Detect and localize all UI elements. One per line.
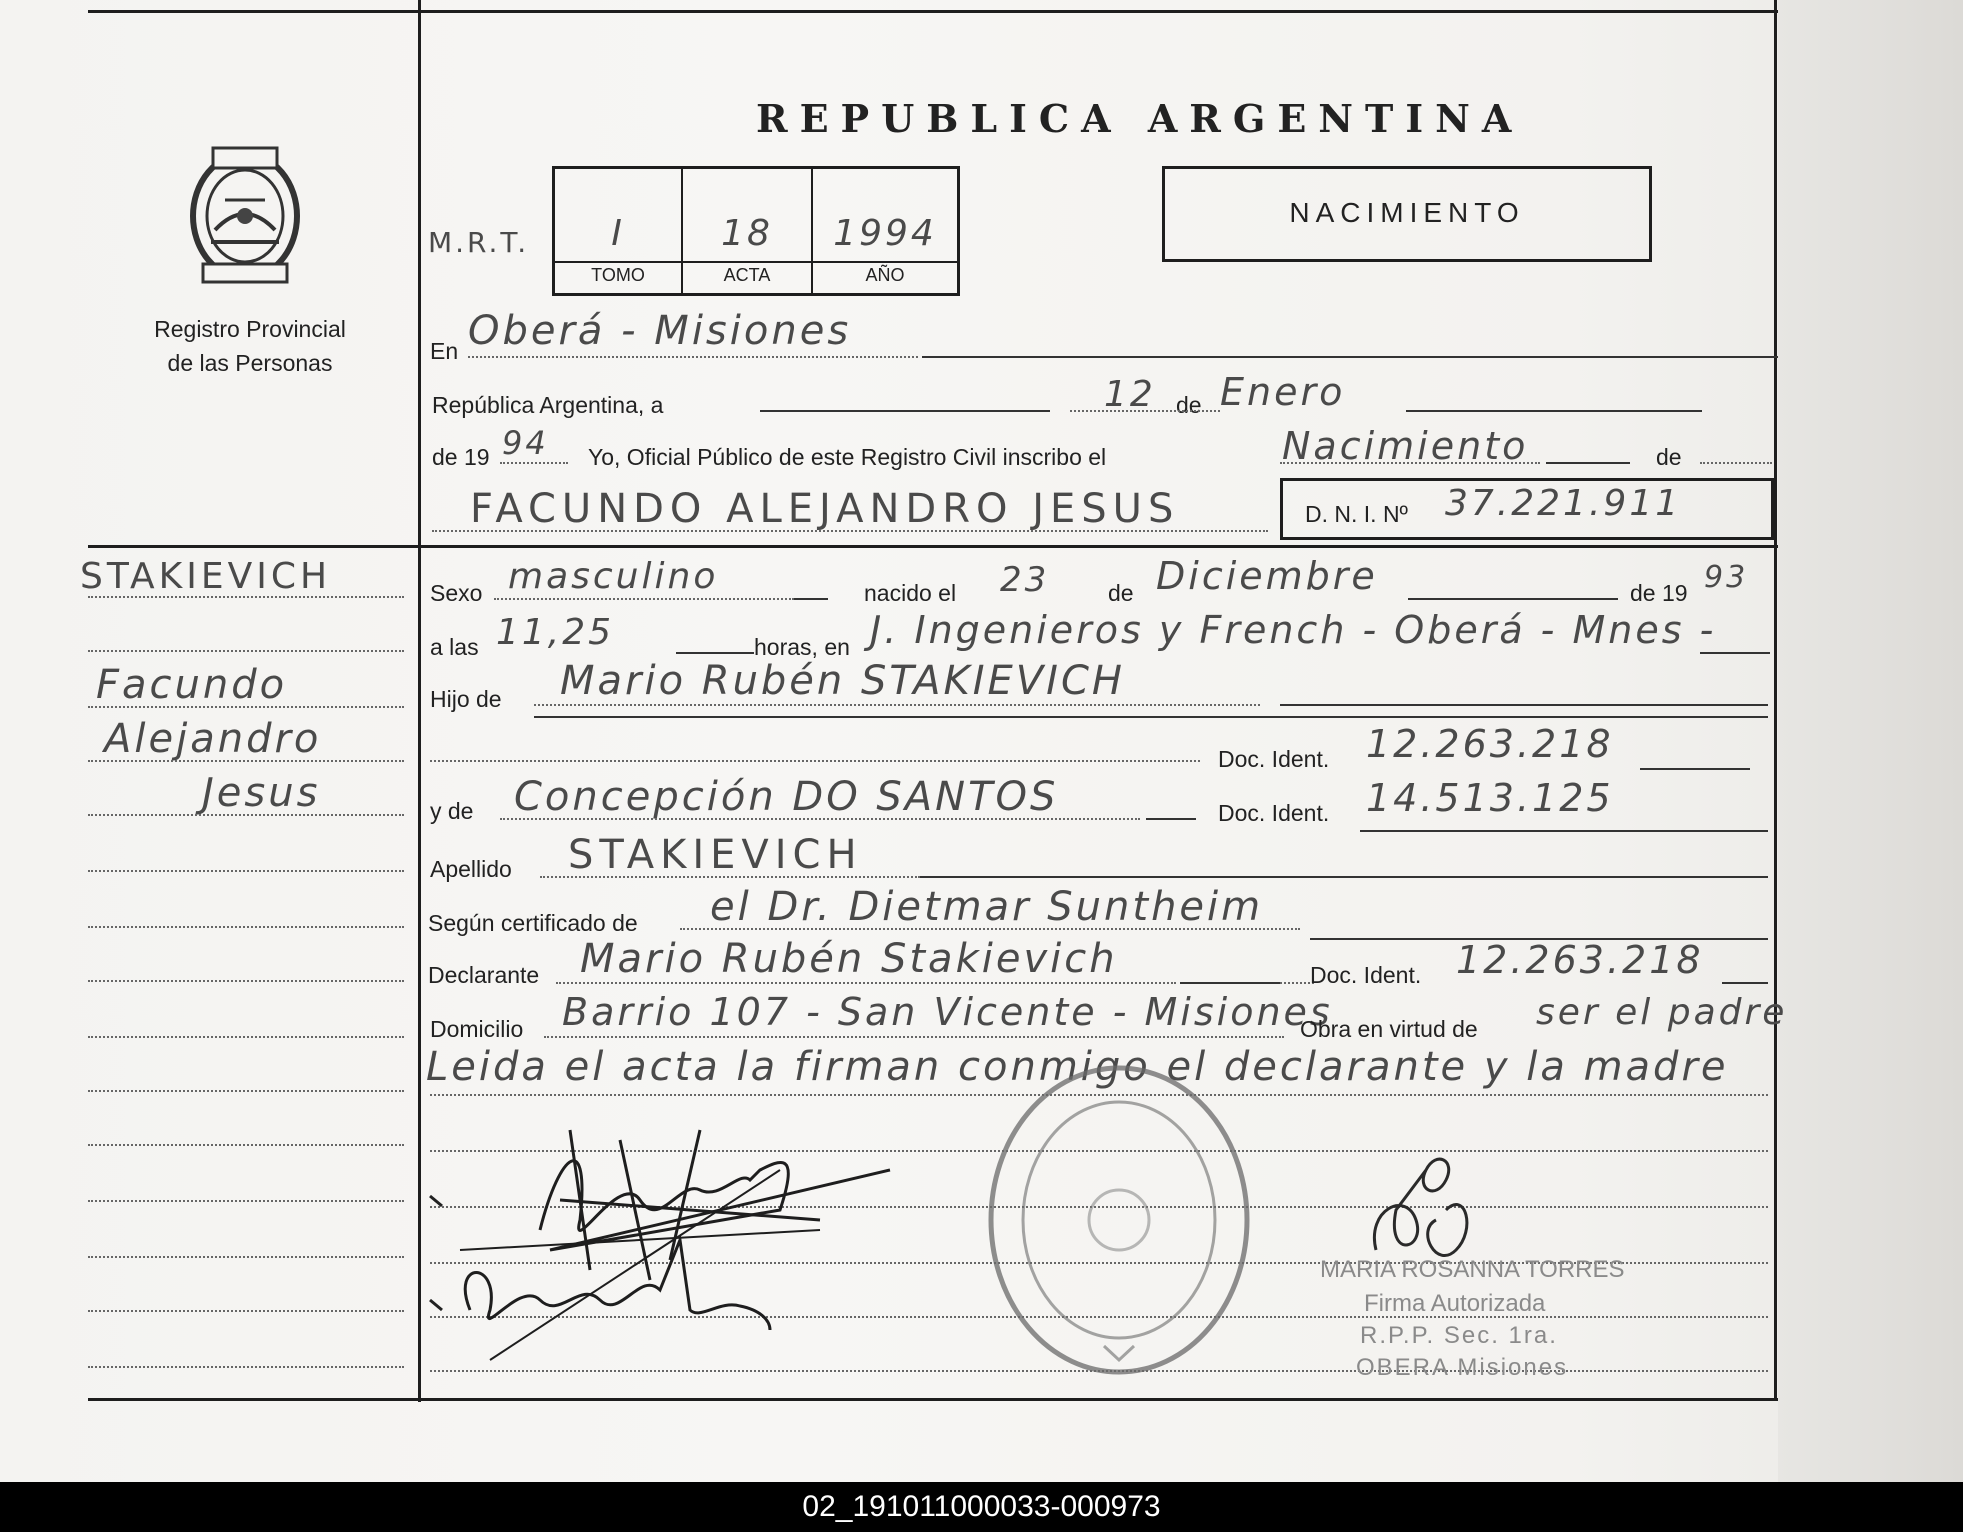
- dotted-line: [544, 1036, 1284, 1038]
- header-divider: [88, 545, 1778, 548]
- de-label: de: [1176, 392, 1202, 418]
- fill-line: [920, 876, 1768, 878]
- domicilio-value: Barrio 107 - San Vicente - Misiones: [562, 990, 1333, 1034]
- fill-line: [1722, 982, 1768, 984]
- fill-line: [1406, 410, 1702, 412]
- registry-name-line2: de las Personas: [167, 350, 333, 376]
- obra-label: Obra en virtud de: [1300, 1016, 1478, 1042]
- dotted-line: [540, 876, 920, 878]
- fill-line: [1640, 768, 1750, 770]
- fill-line: [676, 652, 754, 654]
- dotted-line: [534, 704, 1260, 706]
- country-title: REPUBLICA ARGENTINA: [756, 96, 1524, 141]
- margin-surname: STAKIEVICH: [80, 556, 332, 597]
- declarant-signature: [420, 1110, 940, 1370]
- margin-dotted-line: [88, 1310, 404, 1312]
- margin-dotted-line: [88, 1256, 404, 1258]
- right-border: [1774, 0, 1777, 1398]
- record-day: 12: [1104, 374, 1156, 415]
- birth-year-prefix: de 19: [1630, 580, 1688, 606]
- inscribo-text: Yo, Oficial Público de este Registro Civil inscribo el: [588, 444, 1107, 470]
- margin-dotted-line: [88, 1366, 404, 1368]
- margin-dotted-line: [88, 706, 404, 708]
- margin-dotted-line: [88, 1200, 404, 1202]
- dotted-line: [500, 462, 568, 464]
- margin-dotted-line: [88, 650, 404, 652]
- mother-name: Concepción DO SANTOS: [514, 774, 1059, 820]
- dotted-line: [1070, 410, 1220, 412]
- segun-value: el Dr. Dietmar Suntheim: [710, 884, 1264, 930]
- declarante-label: Declarante: [428, 962, 540, 988]
- acta-value: 18: [721, 213, 773, 254]
- fill-line: [1180, 982, 1280, 984]
- dotted-line: [1280, 462, 1540, 464]
- horas-label: horas, en: [754, 634, 850, 660]
- margin-dotted-line: [88, 760, 404, 762]
- record-type-box: [1162, 166, 1652, 262]
- apellido-value: STAKIEVICH: [568, 832, 863, 878]
- ano-value: 1994: [833, 213, 937, 254]
- province-seal-icon: [175, 138, 315, 286]
- margin-dotted-line: [88, 926, 404, 928]
- dotted-line: [494, 598, 794, 600]
- official-name: MARIA ROSANNA TORRES: [1320, 1256, 1625, 1283]
- inscribo-value: Nacimiento: [1282, 424, 1529, 468]
- dotted-line: [1280, 982, 1314, 984]
- dotted-line: [556, 982, 1176, 984]
- y-de-label: y de: [430, 798, 474, 824]
- tomo-label: TOMO: [591, 265, 645, 285]
- fill-line: [1408, 598, 1618, 600]
- record-year: 94: [502, 424, 549, 462]
- apellido-label: Apellido: [430, 856, 512, 882]
- doc-ident-label: Doc. Ident.: [1218, 800, 1330, 826]
- father-doc: 12.263.218: [1366, 722, 1614, 766]
- registry-name-line1: Registro Provincial: [154, 316, 346, 342]
- dotted-line: [680, 928, 1300, 930]
- dni-value: 37.221.911: [1445, 483, 1682, 524]
- record-month: Enero: [1220, 370, 1346, 414]
- fill-line: [760, 410, 1050, 412]
- birth-year: 93: [1704, 560, 1749, 595]
- official-place: OBERA Misiones: [1356, 1354, 1569, 1381]
- margin-dotted-line: [88, 1090, 404, 1092]
- segun-label: Según certificado de: [428, 910, 638, 936]
- margin-dotted-line: [88, 1036, 404, 1038]
- en-label: En: [430, 338, 459, 364]
- fill-line: [922, 356, 1778, 358]
- closing-statement: Leida el acta la firman conmigo el declarante y la madre: [426, 1044, 1729, 1090]
- birth-place: J. Ingenieros y French - Oberá - Mnes -: [870, 608, 1717, 652]
- de-label: de: [1656, 444, 1682, 470]
- record-type-label: NACIMIENTO: [1289, 197, 1525, 228]
- margin-name-1: Facundo: [96, 662, 288, 708]
- dni-label: D. N. I. Nº: [1305, 501, 1408, 527]
- birth-hour: 11,25: [496, 612, 615, 653]
- nacido-label: nacido el: [864, 580, 957, 606]
- margin-name-3: Jesus: [202, 770, 321, 816]
- official-role: Firma Autorizada: [1364, 1290, 1546, 1317]
- sexo-label: Sexo: [430, 580, 483, 606]
- ref-label-rule: [555, 261, 957, 263]
- top-rule: [88, 10, 1778, 13]
- a-las-label: a las: [430, 634, 479, 660]
- de-label: de: [1108, 580, 1134, 606]
- birth-day: 23: [1000, 560, 1050, 600]
- record-ref-box: [552, 166, 960, 296]
- dotted-line: [500, 818, 1140, 820]
- birthplace-city: Oberá - Misiones: [468, 308, 852, 354]
- margin-name-2: Alejandro: [104, 716, 322, 762]
- sexo-value: masculino: [508, 556, 719, 597]
- ano-label: AÑO: [865, 265, 905, 285]
- official-initials: [1356, 1150, 1486, 1270]
- margin-dotted-line: [88, 596, 404, 598]
- fill-line: [1360, 830, 1768, 832]
- doc-ident-label: Doc. Ident.: [1310, 962, 1422, 988]
- file-id-caption: 02_191011000033-000973: [802, 1490, 1161, 1523]
- mother-doc: 14.513.125: [1366, 776, 1614, 820]
- dni-box: [1280, 478, 1774, 540]
- declarante-doc: 12.263.218: [1456, 938, 1704, 982]
- doc-ident-label: Doc. Ident.: [1218, 746, 1330, 772]
- margin-dotted-line: [88, 870, 404, 872]
- official-office: R.P.P. Sec. 1ra.: [1360, 1322, 1558, 1349]
- domicilio-label: Domicilio: [430, 1016, 524, 1042]
- father-name: Mario Rubén STAKIEVICH: [560, 658, 1125, 704]
- acta-label: ACTA: [723, 265, 771, 285]
- margin-dotted-line: [88, 980, 404, 982]
- obra-value: ser el padre: [1536, 992, 1788, 1033]
- office-code: M.R.T.: [428, 226, 530, 259]
- dotted-line: [430, 760, 1200, 762]
- declarante-name: Mario Rubén Stakievich: [580, 936, 1118, 982]
- margin-dotted-line: [88, 1144, 404, 1146]
- year-prefix: de 19: [432, 444, 490, 470]
- fill-line: [1546, 462, 1630, 464]
- fill-line: [1146, 818, 1196, 820]
- birth-month: Diciembre: [1156, 554, 1378, 598]
- fill-line: [794, 598, 828, 600]
- bottom-rule: [88, 1398, 1778, 1401]
- paper-edge: [1778, 0, 1963, 1482]
- republica-label: República Argentina, a: [432, 392, 664, 418]
- fill-line: [1280, 704, 1768, 706]
- fill-line: [1700, 652, 1770, 654]
- dotted-line: [468, 356, 918, 358]
- hijo-label: Hijo de: [430, 686, 502, 712]
- registry-round-stamp: [984, 1060, 1254, 1380]
- margin-dotted-line: [88, 814, 404, 816]
- tomo-value: I: [611, 213, 625, 254]
- fill-line: [534, 716, 1768, 718]
- dotted-line: [432, 530, 1268, 532]
- dotted-line: [1700, 462, 1772, 464]
- full-name: FACUNDO ALEJANDRO JESUS: [470, 486, 1180, 532]
